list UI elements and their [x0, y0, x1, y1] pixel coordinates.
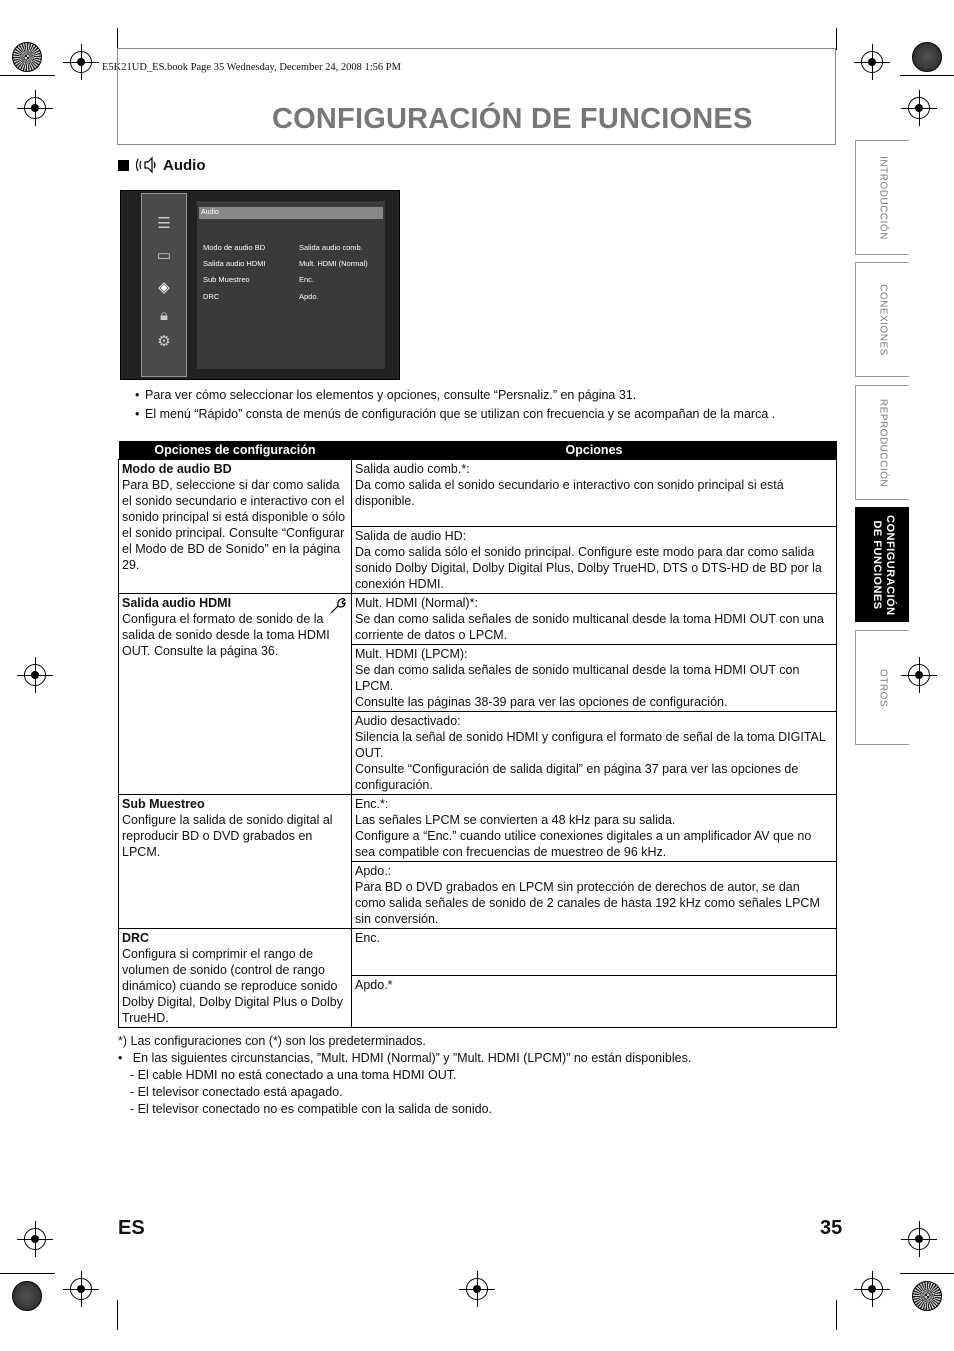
section-heading [118, 156, 206, 174]
audio-icon: ◈ [158, 279, 170, 296]
setting-name: Salida audio HDMI [122, 596, 232, 610]
crop-mark [0, 75, 55, 76]
osd-title: Audio [199, 207, 383, 219]
table-row [119, 929, 837, 976]
table-row [119, 594, 837, 645]
footnotes [118, 1033, 691, 1118]
crop-mark [117, 28, 118, 50]
crop-mark [117, 1300, 118, 1330]
option-cell: Apdo.* [352, 976, 837, 1028]
registration-mark [861, 51, 883, 73]
registration-mark [24, 97, 46, 119]
tab-reproduccion[interactable]: REPRODUCCIÓN [855, 385, 909, 500]
osd-screen [120, 190, 400, 380]
registration-rosette [912, 1281, 942, 1311]
table-header: Opciones [352, 441, 837, 460]
option-cell: Enc.*: Las señales LPCM se convierten a 48 kHz para su salida. Configure a “Enc.” cuando utilice conexiones digitales a un amplificador AV que no sea compatible con frecuencias de muestreo de 96 kHz. [352, 795, 837, 862]
crop-mark [900, 1273, 954, 1274]
audio-waves-icon [135, 156, 157, 174]
footnote-item: - El cable HDMI no está conectado a una toma HDMI OUT. [130, 1068, 457, 1082]
crop-mark [836, 28, 837, 50]
option-cell: Enc. [352, 929, 837, 976]
registration-mark [908, 664, 930, 686]
note-item: • Para ver cómo seleccionar los elementos y opciones, consulte “Persnaliz.” en página 31. [135, 388, 636, 402]
option-cell: Salida de audio HD: Da como salida sólo el sonido principal. Configure este modo para dar como salida sonido Dolby Digital, Dolby Digital Plus, Dolby TrueHD, DTS o DTS-HD de BD por la conexión HDMI. [352, 527, 837, 594]
footnote-bullet: • En las siguientes circunstancias, ”Mult. HDMI (Normal)” y ”Mult. HDMI (LPCM)” no están disponibles. [118, 1051, 692, 1065]
setting-desc: Configure la salida de sonido digital al reproducir BD o DVD grabados en LPCM. [122, 813, 333, 859]
registration-rosette [912, 42, 942, 72]
osd-row: Salida audio HDMI Mult. HDMI (Normal) [203, 259, 368, 268]
registration-mark [861, 1278, 883, 1300]
table-header: Opciones de configuración [119, 441, 352, 460]
table-header-row [119, 441, 837, 460]
tab-configuracion-de-funciones[interactable]: CONFIGURACIÓN DE FUNCIONES [855, 507, 909, 622]
tab-conexiones[interactable]: CONEXIONES [855, 262, 909, 377]
registration-mark [908, 1228, 930, 1250]
crop-mark [900, 75, 954, 76]
registration-rosette [12, 42, 42, 72]
display-icon: ▭ [156, 247, 172, 264]
registration-mark [70, 1278, 92, 1300]
section-title: Audio [163, 156, 206, 174]
osd-row: Modo de audio BD Salida audio comb. [203, 243, 363, 252]
file-info: E5K21UD_ES.book Page 35 Wednesday, December 24, 2008 1:56 PM [102, 62, 401, 73]
settings-table [118, 441, 837, 1028]
registration-mark [24, 1228, 46, 1250]
crop-mark [0, 1273, 55, 1274]
note-item: • El menú “Rápido” consta de menús de configuración que se utilizan con frecuencia y se acompañan de la marca . [135, 407, 775, 421]
setting-name: Sub Muestreo [122, 797, 205, 811]
page-title: CONFIGURACIÓN DE FUNCIONES [272, 103, 753, 135]
gear-icon: ⚙ [157, 333, 171, 350]
setting-cell [119, 929, 352, 1028]
setting-desc: Configura si comprimir el rango de volumen de sonido (control de rango dinámico) cuando se reproduce sonido Dolby Digital, Dolby Digital Plus o Dolby TrueHD. [122, 947, 343, 1025]
setting-name: DRC [122, 931, 150, 945]
registration-mark [908, 97, 930, 119]
table-row [119, 460, 837, 527]
crop-mark [836, 1300, 837, 1330]
osd-row: DRC Apdo. [203, 292, 319, 301]
wrench-icon [329, 597, 347, 615]
option-cell: Salida audio comb.*: Da como salida el sonido secundario e interactivo con sonido principal si está disponible. [352, 460, 837, 527]
setting-cell [119, 594, 352, 795]
setting-cell [119, 460, 352, 594]
osd-panel [197, 201, 385, 369]
osd-sidebar [141, 193, 187, 377]
setting-desc: Configura el formato de sonido de la salida de sonido desde la toma HDMI OUT. Consulte la página 36. [122, 612, 330, 658]
registration-rosette [12, 1281, 42, 1311]
lock-icon: 🔒︎ [160, 307, 168, 324]
language-code: ES [118, 1217, 145, 1239]
osd-row: Sub Muestreo Enc. [203, 275, 315, 284]
square-bullet-icon [118, 160, 129, 171]
option-cell: Apdo.: Para BD o DVD grabados en LPCM sin protección de derechos de autor, se dan como salida señales de sonido de 2 canales de hasta 192 kHz como señales LPCM sin conversión. [352, 862, 837, 929]
footnote-item: - El televisor conectado está apagado. [130, 1085, 343, 1099]
setting-cell [119, 795, 352, 929]
setting-desc: Para BD, seleccione si dar como salida el sonido secundario e interactivo con el sonido principal si está disponible o sólo el sonido principal. Consulte “Configurar el Modo de BD de Sonido” en la página 29. [122, 478, 346, 572]
setting-name: Modo de audio BD [122, 462, 232, 476]
table-row [119, 795, 837, 862]
option-cell: Audio desactivado: Silencia la señal de sonido HDMI y configura el formato de señal de la toma DIGITAL OUT. Consulte “Configuración de salida digital” en página 37 para ver las opciones de configuración. [352, 712, 837, 795]
page-number: 35 [820, 1217, 843, 1239]
tab-introduccion[interactable]: INTRODUCCIÓN [855, 140, 909, 255]
default-note: *) Las configuraciones con (*) son los predeterminados. [118, 1034, 426, 1048]
registration-mark [70, 51, 92, 73]
registration-mark [24, 664, 46, 686]
option-cell: Mult. HDMI (Normal)*: Se dan como salida señales de sonido multicanal desde la toma HDMI OUT con una corriente de datos o LPCM. [352, 594, 837, 645]
menu-list-icon: ☰ [157, 215, 171, 232]
footnote-item: - El televisor conectado no es compatible con la salida de sonido. [130, 1102, 493, 1116]
tab-otros[interactable]: OTROS [855, 630, 909, 745]
registration-mark [466, 1278, 488, 1300]
option-cell: Mult. HDMI (LPCM): Se dan como salida señales de sonido multicanal desde la toma HDMI OUT con LPCM. Consulte las páginas 38-39 para ver las opciones de configuración. [352, 645, 837, 712]
